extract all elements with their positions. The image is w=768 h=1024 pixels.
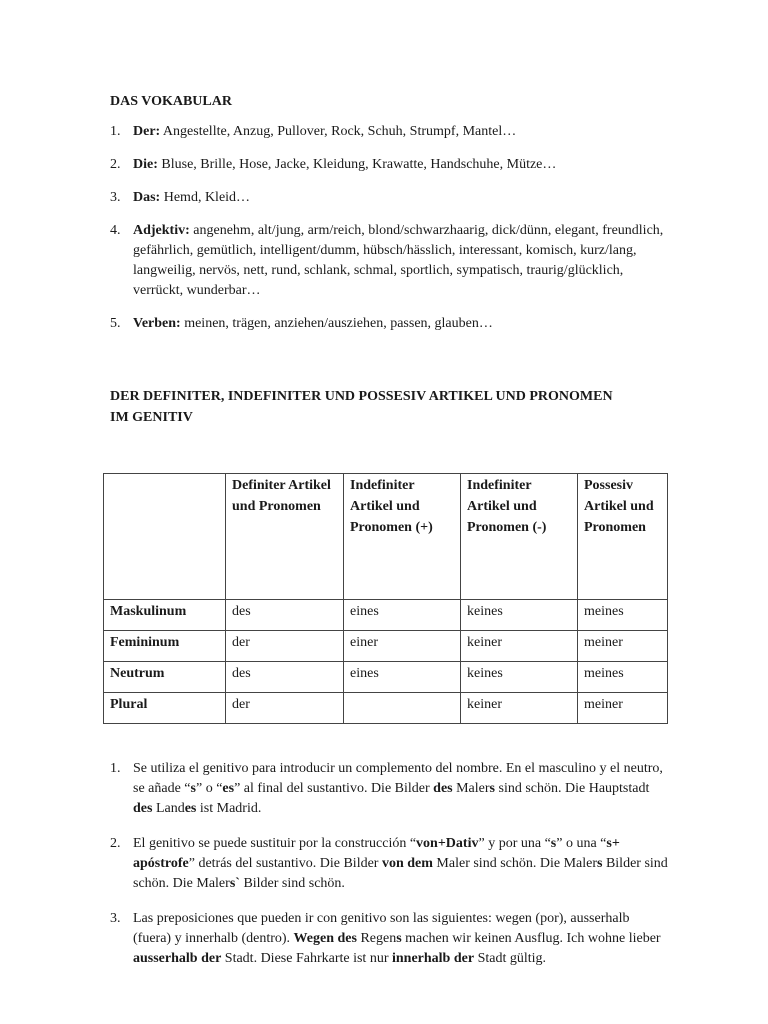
table-cell: keines — [461, 662, 578, 693]
list-number: 5. — [110, 316, 121, 331]
vocab-label: Verben: — [133, 316, 181, 331]
table-cell: keines — [461, 600, 578, 631]
vocab-heading: DAS VOKABULAR — [110, 94, 232, 109]
list-number: 3. — [110, 190, 121, 205]
note-item: 3. Las preposiciones que pueden ir con genitivo son las siguientes: wegen (por), ausserhalb (fuera) y innerhalb (dentro). Wegen des Regens machen wir keinen Ausflug. Ich wohne lieber ausserhalb der Stadt. Diese Fahrkarte ist nur innerhalb der Stadt gültig. — [110, 911, 661, 966]
table-cell: meines — [578, 662, 668, 693]
table-cell: eines — [344, 600, 461, 631]
vocab-item — [110, 221, 670, 301]
genitive-table — [103, 473, 668, 724]
table-cell: keiner — [461, 693, 578, 724]
table-cell: eines — [344, 662, 461, 693]
vocab-item — [110, 155, 670, 175]
vocab-text: Bluse, Brille, Hose, Jacke, Kleidung, Krawatte, Handschuhe, Mütze… — [157, 157, 557, 172]
table-cell: des — [226, 662, 344, 693]
list-number: 4. — [110, 223, 121, 238]
vocab-label: Der: — [133, 124, 161, 139]
table-cell: des — [226, 600, 344, 631]
table-header-cell: Indefiniter Artikel und Pronomen (-) — [461, 474, 578, 600]
vocab-label: Adjektiv: — [133, 223, 190, 238]
row-label: Femininum — [104, 631, 226, 662]
vocab-text: meinen, trägen, anziehen/ausziehen, passen, glauben… — [180, 316, 493, 331]
notes-list — [110, 759, 670, 984]
row-label: Neutrum — [104, 662, 226, 693]
vocab-list — [110, 122, 670, 347]
row-label: Plural — [104, 693, 226, 724]
vocab-text: Angestellte, Anzug, Pullover, Rock, Schuh, Strumpf, Mantel… — [160, 124, 517, 139]
table-row — [104, 631, 668, 662]
list-number: 2. — [110, 836, 121, 851]
list-number: 1. — [110, 761, 121, 776]
vocab-item — [110, 188, 670, 208]
table-header-row — [104, 474, 668, 600]
table-cell — [344, 693, 461, 724]
list-number: 1. — [110, 124, 121, 139]
table-row — [104, 662, 668, 693]
table-header-cell: Possesiv Artikel und Pronomen — [578, 474, 668, 600]
table-row — [104, 600, 668, 631]
table-header-cell: Indefiniter Artikel und Pronomen (+) — [344, 474, 461, 600]
vocab-item — [110, 314, 670, 334]
table-header-cell: Definiter Artikel und Pronomen — [226, 474, 344, 600]
table-cell: der — [226, 631, 344, 662]
section-title: DER DEFINITER, INDEFINITER UND POSSESIV ARTIKEL UND PRONOMEN IM GENITIV — [110, 389, 613, 425]
vocab-text: Hemd, Kleid… — [160, 190, 251, 205]
vocab-label: Die: — [133, 157, 158, 172]
table-row — [104, 693, 668, 724]
table-cell: der — [226, 693, 344, 724]
table-header-cell — [104, 474, 226, 600]
vocab-label: Das: — [133, 190, 161, 205]
row-label: Maskulinum — [104, 600, 226, 631]
list-number: 2. — [110, 157, 121, 172]
table-cell: meines — [578, 600, 668, 631]
table-cell: keiner — [461, 631, 578, 662]
list-number: 3. — [110, 911, 121, 926]
vocab-item — [110, 122, 670, 142]
note-item: 2. El genitivo se puede sustituir por la construcción “von+Dativ” y por una “s” o una “s+ apóstrofe” detrás del sustantivo. Die Bilder von dem Maler sind schön. Die Malers Bilder sind schön. Die Malers` Bilder sind schön. — [110, 836, 668, 891]
note-item: 1. Se utiliza el genitivo para introducir un complemento del nombre. En el masculino y el neutro, se añade “s” o “es” al final del sustantivo. Die Bilder des Malers sind schön. Die Hauptstadt des Landes ist Madrid. — [110, 761, 663, 816]
table-cell: einer — [344, 631, 461, 662]
table-cell: meiner — [578, 693, 668, 724]
table-cell: meiner — [578, 631, 668, 662]
vocab-text: angenehm, alt/jung, arm/reich, blond/schwarzhaarig, dick/dünn, elegant, freundlich, gefährlich, gemütlich, intelligent/dumm, hübsch/hässlich, interessant, komisch, kurz/lang, langweilig, nervös, nett, rund, schlank, schmal, sportlich, sympatisch, traurig/glücklich, verrückt, wunderbar… — [133, 223, 664, 298]
